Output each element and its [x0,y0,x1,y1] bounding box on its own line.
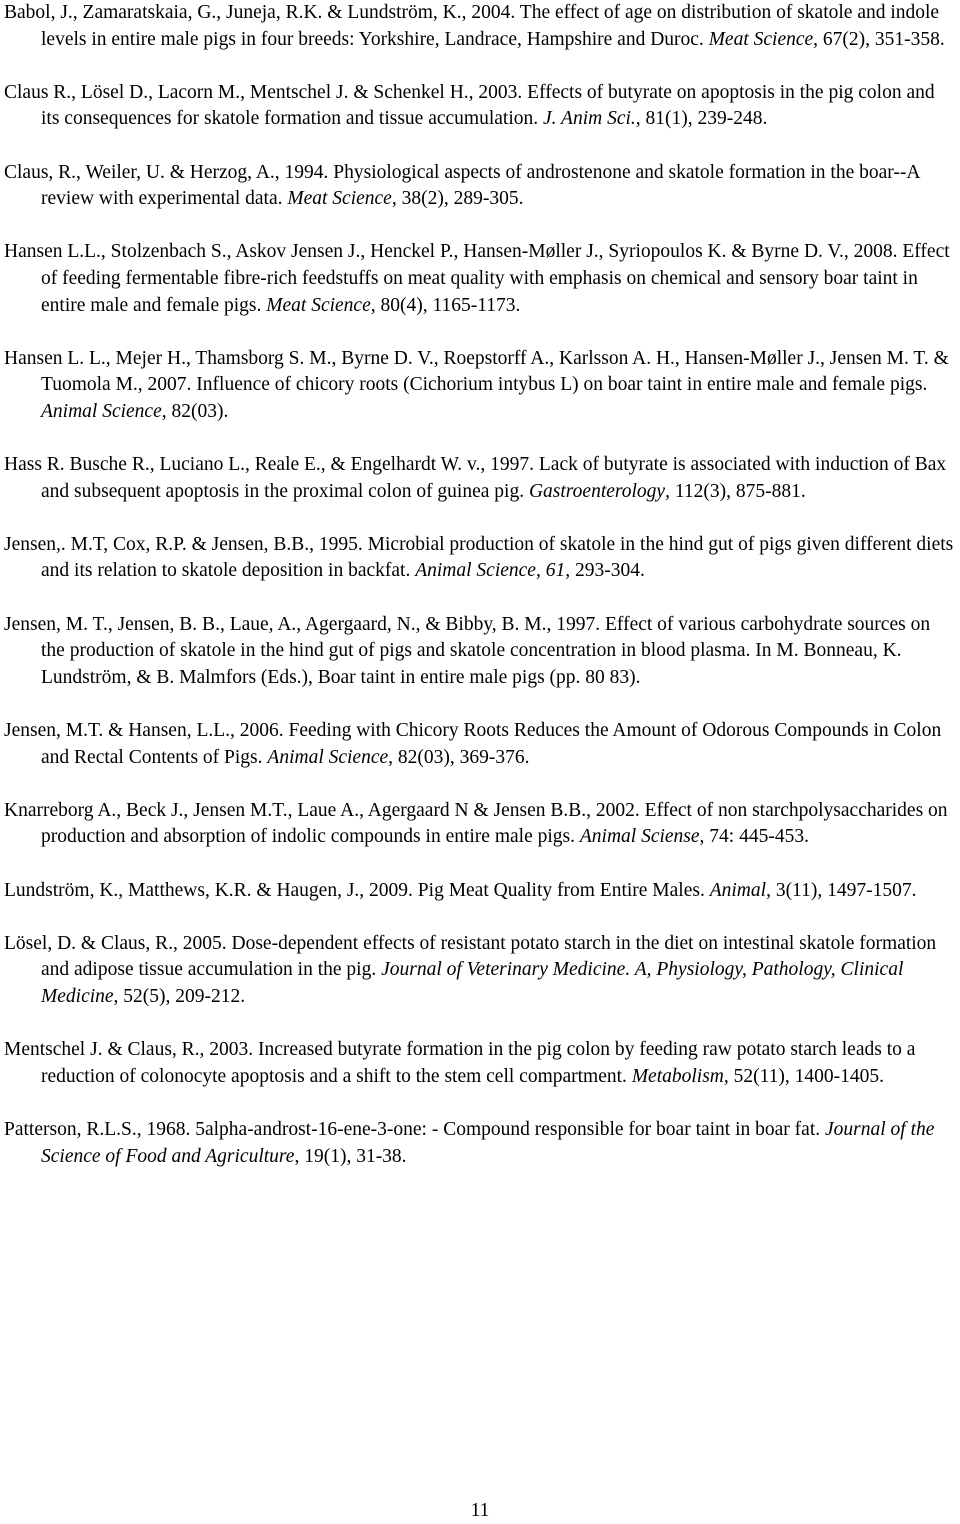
page-number: 11 [470,1500,490,1521]
reference-details: , 74: 445-453. [699,826,809,848]
journal-name: J. Anim Sci. [542,108,636,130]
reference-list [4,0,956,1170]
reference-details: , 52(11), 1400-1405. [723,1065,885,1087]
journal-name: Animal Sciense [579,826,700,848]
reference-text: Jensen,. M.T, Cox, R.P. & Jensen, B.B., 1995. Microbial production of skatole in the hind gut of pigs given different diets and its relation to skatole deposition in backfat. [4,533,954,582]
journal-name: Meat Science [708,28,814,50]
reference-text: Mentschel J. & Claus, R., 2003. Increased butyrate formation in the pig colon by feeding raw potato starch leads to a reduction of colonocyte apoptosis and a shift to the stem cell compartment. [4,1039,916,1087]
reference-text: Hass R. Busche R., Luciano L., Reale E., & Engelhardt W. v., 1997. Lack of butyrate is associated with induction of Bax and subsequent apoptosis in the proximal colon of guinea pig. [4,454,947,502]
reference-text: Claus R., Lösel D., Lacorn M., Mentschel J. & Schenkel H., 2003. Effects of butyrate on apoptosis in the pig colon and its consequences for skatole formation and tissue accumulation. [4,81,935,130]
reference-details: , 38(2), 289-305. [391,188,524,210]
reference-details: , 81(1), 239-248. [635,108,768,130]
journal-name: Animal [709,879,767,901]
journal-name: Metabolism [631,1065,724,1087]
reference-entry [4,878,956,905]
reference-text: Lösel, D. & Claus, R., 2005. Dose-dependent effects of resistant potato starch in the diet on intestinal skatole formation and adipose tissue accumulation in the pig. [4,932,937,981]
reference-entry [4,346,956,426]
journal-name: Gastroenterology [528,480,666,502]
reference-text: Lundström, K., Matthews, K.R. & Haugen, J., 2009. Pig Meat Quality from Entire Males. [4,879,710,901]
journal-name: Meat Science [287,188,392,210]
reference-entry [4,931,956,1011]
reference-entry [4,80,956,133]
reference-entry [4,718,956,771]
reference-details: , 82(03). [161,400,229,422]
reference-details: , 82(03), 369-376. [388,746,530,768]
journal-name: Animal Science [41,400,162,422]
reference-entry [4,160,956,213]
reference-details: , 67(2), 351-358. [813,28,945,50]
reference-text: Patterson, R.L.S., 1968. 5alpha-androst-16-ene-3-one: - Compound responsible for boar taint in boar fat. [4,1118,825,1140]
reference-details: , 19(1), 31-38. [294,1145,407,1167]
reference-details: , 80(4), 1165-1173. [370,294,521,316]
reference-page [4,0,956,1197]
reference-entry [4,532,956,585]
reference-entry [4,798,956,851]
journal-name: Meat Science [266,294,371,316]
reference-details: , 112(3), 875-881. [665,480,806,502]
reference-text: Babol, J., Zamaratskaia, G., Juneja, R.K. & Lundström, K., 2004. The effect of age on distribution of skatole and indole levels in entire male pigs in four breeds: Yorkshire, Landrace, Hampshire and Duroc. [4,2,940,50]
journal-name: Animal Science [267,746,389,768]
reference-text: Hansen L. L., Mejer H., Thamsborg S. M., Byrne D. V., Roepstorff A., Karlsson A. H., Hansen-Møller J., Jensen M. T. & Tuomola M., 2007. Influence of chicory roots (Cichorium intybus L) on boar taint in entire male and female pigs. [4,347,949,396]
reference-text: Jensen, M. T., Jensen, B. B., Laue, A., Agergaard, N., & Bibby, B. M., 1997. Effect of various carbohydrate sources on the production of skatole in the hind gut of pigs and skatole concentration in blood plasma. In M. Bonneau, K. Lundström, & B. Malmfors (Eds.), Boar taint in entire male pigs (pp. 80 83). [4,613,931,688]
reference-entry [4,612,956,692]
reference-entry [4,1117,956,1170]
reference-details: , 3(11), 1497-1507. [766,879,917,901]
reference-text: Claus, R., Weiler, U. & Herzog, A., 1994. Physiological aspects of androstenone and skatole formation in the boar--A review with experimental data. [4,161,920,210]
reference-entry [4,1037,956,1090]
reference-text: Jensen, M.T. & Hansen, L.L., 2006. Feeding with Chicory Roots Reduces the Amount of Odorous Compounds in Colon and Rectal Contents of Pigs. [4,720,942,768]
reference-text: Knarreborg A., Beck J., Jensen M.T., Laue A., Agergaard N & Jensen B.B., 2002. Effect of non starchpolysaccharides on production and absorption of indolic compounds in entire male pigs. [4,799,948,848]
journal-name: Journal of Veterinary Medicine. A, Physiology, Pathology, Clinical Medicine [41,959,904,1007]
journal-name: Journal of the Science of Food and Agriculture [41,1118,935,1167]
journal-name: Animal Science, 61, [415,560,571,582]
reference-details: , 52(5), 209-212. [113,985,246,1007]
reference-entry [4,239,956,319]
reference-entry [4,0,956,53]
reference-details: 293-304. [570,560,645,582]
reference-text: Hansen L.L., Stolzenbach S., Askov Jensen J., Henckel P., Hansen-Møller J., Syriopoulos K. & Byrne D. V., 2008. Effect of feeding fermentable fibre-rich feedstuffs on meat quality with emphasis on chemical and sensory boar taint in entire male and female pigs. [4,241,950,316]
reference-entry [4,452,956,505]
